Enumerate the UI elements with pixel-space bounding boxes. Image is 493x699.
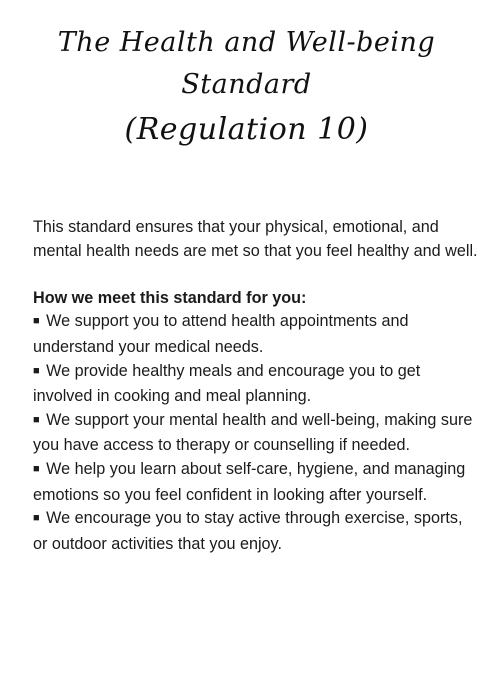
list-item [33,458,478,507]
body-text [33,216,478,556]
title-line-2: Standard [181,69,312,100]
bullet-icon: ■ [33,512,40,525]
list-item-text: We help you learn about self-care, hygiene, and managing emotions so you feel confident in looking after yourself. [33,459,466,504]
bullet-list [33,310,478,556]
title-line-3: (Regulation 10) [124,112,369,147]
list-item [33,360,478,409]
list-item-text: We provide healthy meals and encourage you to get involved in cooking and meal planning. [33,361,421,406]
handwritten-title [0,22,493,154]
bullet-icon: ■ [33,315,40,328]
list-item [33,507,478,556]
intro-paragraph: This standard ensures that your physical, emotional, and mental health needs are met so that you feel healthy and well. [33,218,478,260]
bullet-icon: ■ [33,462,40,475]
list-item-text: We support your mental health and well-being, making sure you have access to therapy or counselling if needed. [33,410,473,455]
title-line-1: The Health and Well-being [57,27,436,58]
section-heading: How we meet this standard for you: [33,288,307,307]
list-item-text: We encourage you to stay active through exercise, sports, or outdoor activities that you enjoy. [33,509,463,553]
paragraph-spacer [33,263,478,287]
bullet-icon: ■ [33,413,40,426]
list-item [33,409,478,458]
list-item [33,310,478,359]
bullet-icon: ■ [33,364,40,377]
list-item-text: We support you to attend health appointments and understand your medical needs. [33,312,409,356]
